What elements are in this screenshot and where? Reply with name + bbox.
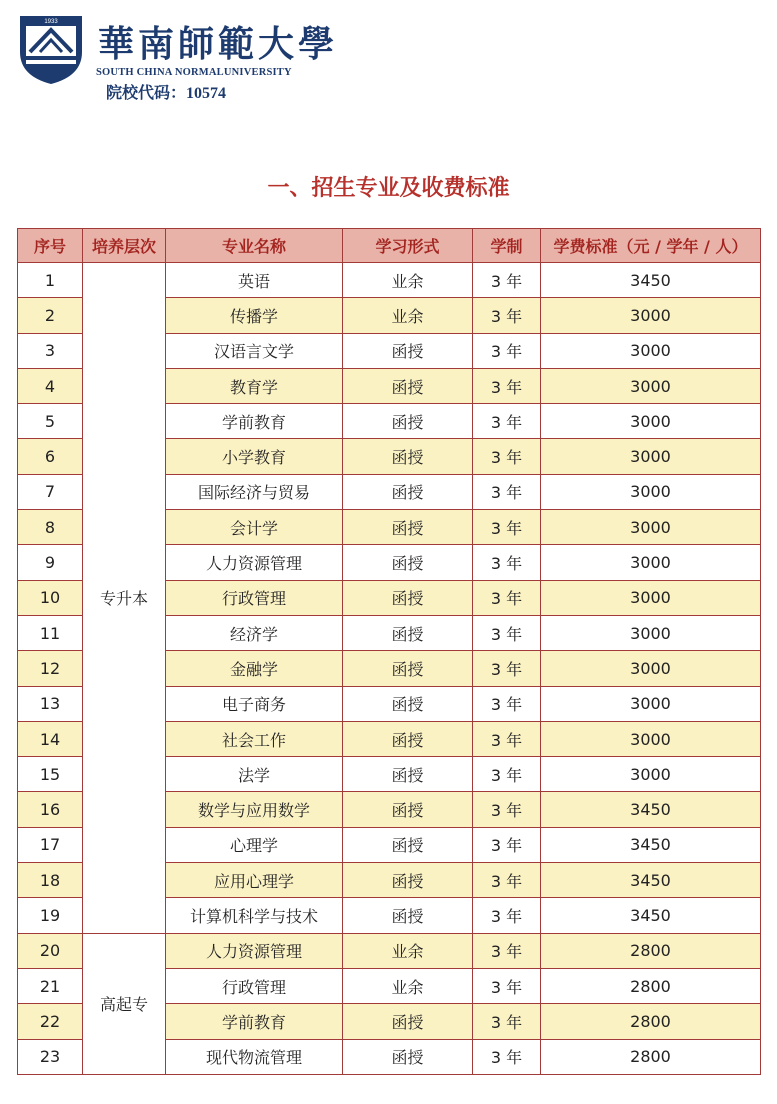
cell-fee: 3000	[541, 368, 761, 403]
cell-number: 8	[18, 510, 83, 545]
cell-number: 22	[18, 1004, 83, 1039]
table-body	[18, 263, 761, 1075]
fee-table	[17, 228, 761, 1075]
cell-major: 计算机科学与技术	[166, 898, 343, 933]
cell-level: 专升本	[83, 263, 166, 934]
cell-duration: 3 年	[473, 757, 541, 792]
cell-duration: 3 年	[473, 545, 541, 580]
cell-number: 17	[18, 827, 83, 862]
cell-fee: 3450	[541, 863, 761, 898]
cell-number: 11	[18, 615, 83, 650]
cell-study-form: 函授	[343, 863, 473, 898]
cell-fee: 3000	[541, 333, 761, 368]
cell-number: 4	[18, 368, 83, 403]
cell-fee: 3000	[541, 721, 761, 756]
cell-study-form: 函授	[343, 545, 473, 580]
cell-major: 心理学	[166, 827, 343, 862]
cell-major: 经济学	[166, 615, 343, 650]
cell-fee: 2800	[541, 968, 761, 1003]
cell-duration: 3 年	[473, 404, 541, 439]
cell-level: 高起专	[83, 933, 166, 1074]
cell-major: 数学与应用数学	[166, 792, 343, 827]
cell-study-form: 业余	[343, 263, 473, 298]
cell-major: 学前教育	[166, 404, 343, 439]
cell-number: 5	[18, 404, 83, 439]
cell-fee: 3000	[541, 651, 761, 686]
cell-fee: 3000	[541, 404, 761, 439]
column-header: 序号	[18, 229, 83, 263]
cell-number: 20	[18, 933, 83, 968]
cell-number: 10	[18, 580, 83, 615]
cell-major: 国际经济与贸易	[166, 474, 343, 509]
cell-duration: 3 年	[473, 263, 541, 298]
cell-number: 15	[18, 757, 83, 792]
cell-study-form: 函授	[343, 1004, 473, 1039]
cell-major: 行政管理	[166, 580, 343, 615]
cell-duration: 3 年	[473, 898, 541, 933]
cell-fee: 2800	[541, 1004, 761, 1039]
cell-study-form: 函授	[343, 1039, 473, 1074]
column-header: 学习形式	[343, 229, 473, 263]
cell-major: 应用心理学	[166, 863, 343, 898]
cell-number: 12	[18, 651, 83, 686]
cell-duration: 3 年	[473, 615, 541, 650]
cell-fee: 3000	[541, 298, 761, 333]
cell-study-form: 函授	[343, 368, 473, 403]
column-header: 学制	[473, 229, 541, 263]
cell-study-form: 函授	[343, 686, 473, 721]
cell-study-form: 函授	[343, 827, 473, 862]
cell-study-form: 业余	[343, 933, 473, 968]
cell-study-form: 业余	[343, 968, 473, 1003]
cell-major: 传播学	[166, 298, 343, 333]
table-header-row	[18, 229, 761, 263]
cell-fee: 3000	[541, 474, 761, 509]
cell-duration: 3 年	[473, 333, 541, 368]
cell-fee: 3000	[541, 615, 761, 650]
university-name-cn: 華南師範大學	[98, 23, 339, 65]
table-row	[18, 263, 761, 298]
cell-duration: 3 年	[473, 1004, 541, 1039]
university-crest-icon	[18, 14, 84, 86]
cell-duration: 3 年	[473, 827, 541, 862]
cell-study-form: 函授	[343, 333, 473, 368]
cell-number: 13	[18, 686, 83, 721]
cell-fee: 3000	[541, 545, 761, 580]
cell-number: 18	[18, 863, 83, 898]
cell-major: 社会工作	[166, 721, 343, 756]
cell-study-form: 函授	[343, 651, 473, 686]
cell-duration: 3 年	[473, 792, 541, 827]
cell-major: 人力资源管理	[166, 933, 343, 968]
cell-duration: 3 年	[473, 510, 541, 545]
cell-major: 电子商务	[166, 686, 343, 721]
cell-number: 21	[18, 968, 83, 1003]
cell-major: 小学教育	[166, 439, 343, 474]
cell-study-form: 函授	[343, 510, 473, 545]
cell-major: 会计学	[166, 510, 343, 545]
cell-number: 19	[18, 898, 83, 933]
cell-major: 英语	[166, 263, 343, 298]
cell-duration: 3 年	[473, 863, 541, 898]
cell-study-form: 函授	[343, 757, 473, 792]
cell-duration: 3 年	[473, 968, 541, 1003]
cell-fee: 3000	[541, 439, 761, 474]
cell-number: 14	[18, 721, 83, 756]
cell-study-form: 函授	[343, 404, 473, 439]
cell-major: 学前教育	[166, 1004, 343, 1039]
cell-fee: 3000	[541, 686, 761, 721]
university-header	[18, 14, 339, 104]
cell-fee: 3450	[541, 898, 761, 933]
cell-fee: 3450	[541, 263, 761, 298]
cell-study-form: 业余	[343, 298, 473, 333]
cell-duration: 3 年	[473, 686, 541, 721]
section-title: 一、招生专业及收费标准	[267, 176, 510, 201]
cell-fee: 2800	[541, 933, 761, 968]
crest-year: 1933	[44, 19, 58, 25]
cell-duration: 3 年	[473, 933, 541, 968]
cell-study-form: 函授	[343, 439, 473, 474]
cell-major: 人力资源管理	[166, 545, 343, 580]
cell-study-form: 函授	[343, 615, 473, 650]
cell-duration: 3 年	[473, 1039, 541, 1074]
cell-duration: 3 年	[473, 474, 541, 509]
cell-duration: 3 年	[473, 298, 541, 333]
university-name-en: SOUTH CHINA NORMALUNIVERSITY	[96, 67, 292, 78]
cell-number: 16	[18, 792, 83, 827]
cell-number: 2	[18, 298, 83, 333]
cell-study-form: 函授	[343, 580, 473, 615]
cell-duration: 3 年	[473, 439, 541, 474]
cell-duration: 3 年	[473, 580, 541, 615]
cell-fee: 3450	[541, 792, 761, 827]
column-header: 培养层次	[83, 229, 166, 263]
cell-major: 现代物流管理	[166, 1039, 343, 1074]
cell-major: 教育学	[166, 368, 343, 403]
cell-number: 3	[18, 333, 83, 368]
cell-fee: 3000	[541, 580, 761, 615]
cell-duration: 3 年	[473, 368, 541, 403]
cell-study-form: 函授	[343, 792, 473, 827]
cell-major: 行政管理	[166, 968, 343, 1003]
cell-major: 金融学	[166, 651, 343, 686]
cell-number: 6	[18, 439, 83, 474]
cell-major: 法学	[166, 757, 343, 792]
column-header: 学费标准（元 / 学年 / 人）	[541, 229, 761, 263]
school-code: 院校代码：10574	[106, 85, 227, 102]
table-row	[18, 933, 761, 968]
cell-number: 1	[18, 263, 83, 298]
cell-duration: 3 年	[473, 651, 541, 686]
cell-number: 7	[18, 474, 83, 509]
cell-duration: 3 年	[473, 721, 541, 756]
cell-number: 23	[18, 1039, 83, 1074]
cell-major: 汉语言文学	[166, 333, 343, 368]
cell-study-form: 函授	[343, 721, 473, 756]
cell-fee: 3000	[541, 757, 761, 792]
cell-fee: 3000	[541, 510, 761, 545]
cell-study-form: 函授	[343, 474, 473, 509]
cell-fee: 3450	[541, 827, 761, 862]
column-header: 专业名称	[166, 229, 343, 263]
cell-study-form: 函授	[343, 898, 473, 933]
cell-number: 9	[18, 545, 83, 580]
cell-fee: 2800	[541, 1039, 761, 1074]
